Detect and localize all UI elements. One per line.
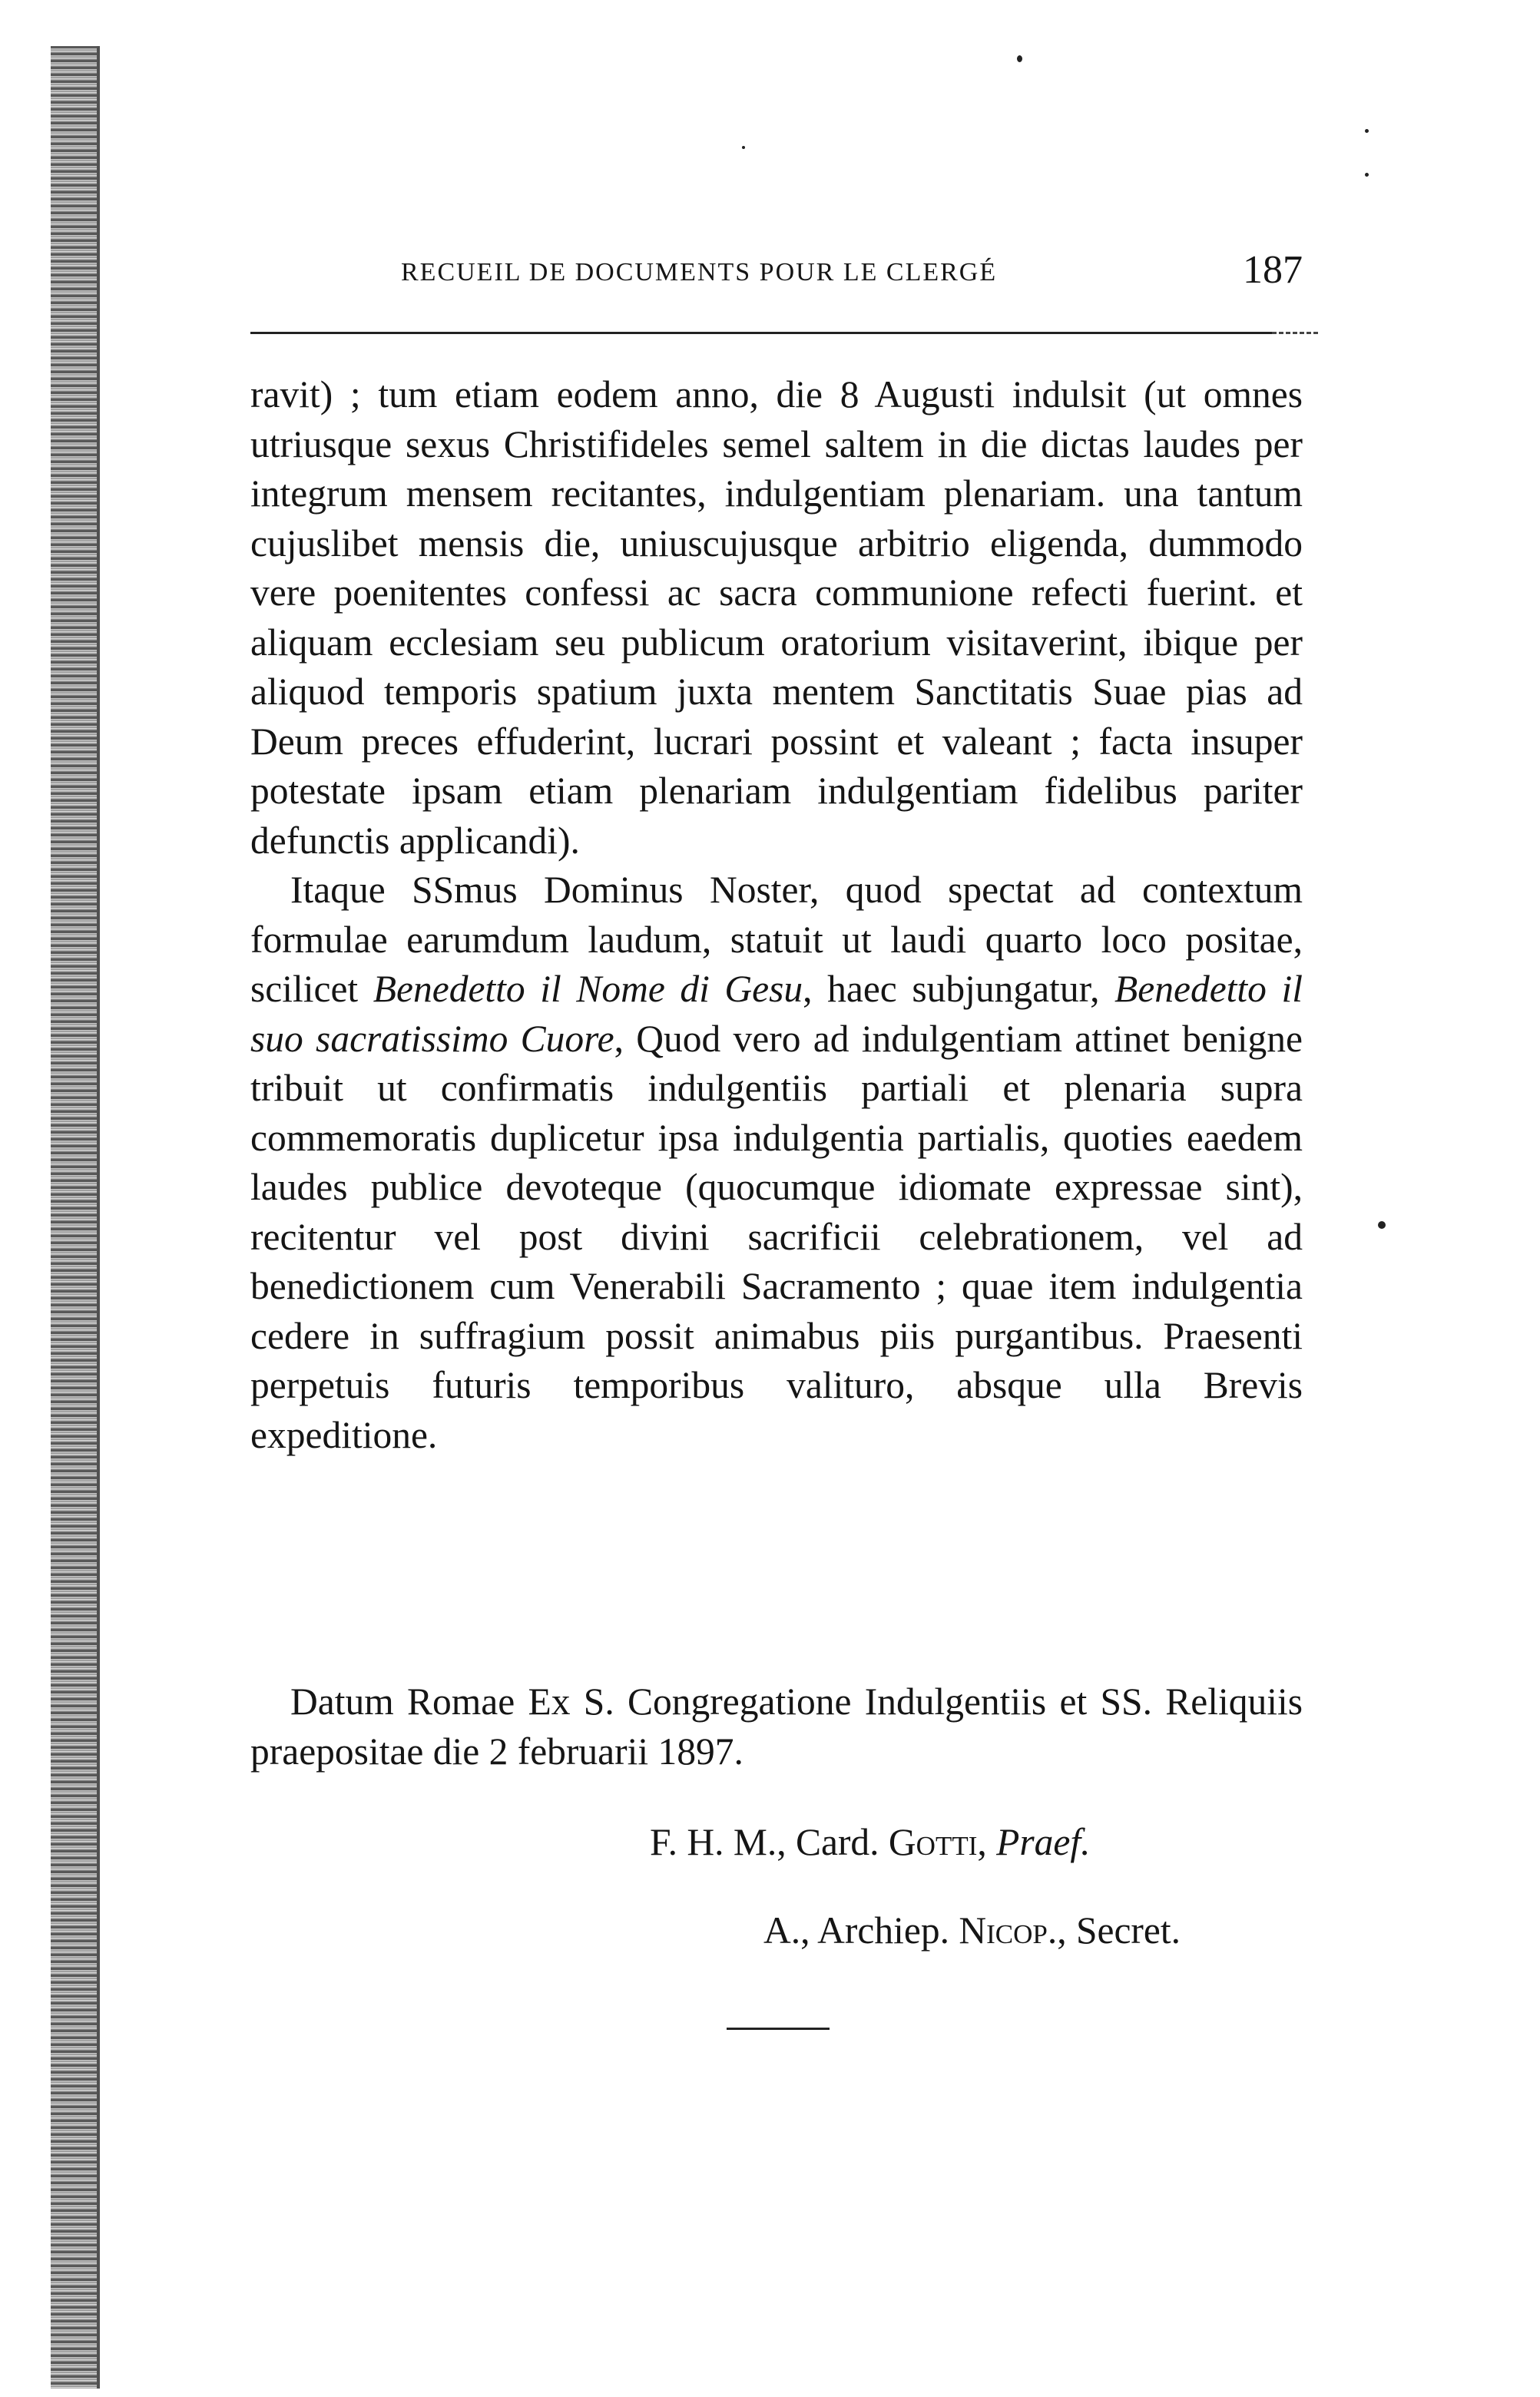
page-number: 187: [1243, 248, 1303, 292]
print-speck: [1017, 55, 1022, 62]
paragraph-2: [250, 866, 1303, 1460]
signature-prefect-surname: Gotti: [888, 1821, 978, 1863]
running-head: [250, 247, 1303, 293]
paragraph-1-text: ravit) ; tum etiam eodem anno, die 8 Augusti indulsit (ut omnes utriusque sexus Christifideles semel saltem in die dictas laudes per integrum mensem recitantes, indulgentiam plenariam. una tantum cujuslibet mensis die, uniuscujusque arbitrio eligenda, dummodo vere poenitentes confessi ac sacra communione refecti fuerint. et aliquam ecclesiam seu publicum oratorium visitaverint, ibique per aliquod temporis spatium juxta mentem Sanctitatis Suae pias ad Deum preces effuderint, lucrari possint et valeant ; facta insuper potestate ipsam etiam plenariam indulgentiam fidelibus pariter defunctis applicandi).: [250, 373, 1303, 862]
paragraph-1: [250, 370, 1303, 866]
book-binding-edge: [51, 46, 97, 2389]
signature-secretary-see: Nicop.: [959, 1909, 1058, 1952]
print-speck: [1365, 173, 1369, 177]
signature-secretary: [763, 1909, 1181, 1952]
paragraph-2-text-b: , haec subjungatur,: [803, 968, 1115, 1010]
running-title: RECUEIL DE DOCUMENTS POUR LE CLERGÉ: [401, 258, 998, 286]
end-rule: [727, 2028, 830, 2030]
print-speck: [1365, 129, 1369, 133]
paragraph-2-text-a: Itaque SSmus Dominus Noster, quod spectat ad contextum formulae earumdum laudum, statuit ut laudi quarto loco positae, scilicet: [250, 869, 1303, 1010]
signature-secretary-suffix: , Secret.: [1057, 1909, 1181, 1952]
formula-benedetto-nome: Benedetto il Nome di Gesu: [373, 968, 803, 1010]
signature-prefect-initials: F. H. M., Card.: [650, 1821, 889, 1863]
document-page: [250, 0, 1326, 2397]
signature-prefect-title: Praef.: [996, 1821, 1091, 1863]
dating-line: Datum Romae Ex S. Congregatione Indulgentiis et SS. Reliquiis praepositae die 2 februarii 1897.: [250, 1680, 1303, 1773]
header-rule: [250, 332, 1272, 334]
print-speck: [742, 146, 745, 149]
print-speck: [1378, 1221, 1386, 1229]
signature-prefect: [650, 1820, 1090, 1864]
formula-benedetto-cuore: Benedetto il suo sacratissimo Cuore: [250, 968, 1303, 1060]
signature-secretary-prefix: A., Archiep.: [763, 1909, 959, 1952]
body-text: [250, 370, 1303, 1460]
paragraph-2-text-c: , Quod vero ad indulgentiam attinet benigne tribuit ut confirmatis indulgentiis partiali et plenaria supra commemoratis duplicetur ipsa indulgentia partialis, quoties eaedem laudes publice devoteque (quocumque idiomate expressae sint), recitentur vel post divini sacrificii celebrationem, vel ad benedictionem cum Venerabili Sacramento ; quae item indulgentia cedere in suffragium possit animabus piis purgantibus. Praesenti perpetuis futuris temporibus valituro, absque ulla Brevis expeditione.: [250, 1017, 1303, 1456]
signature-prefect-separator: ,: [977, 1821, 997, 1863]
